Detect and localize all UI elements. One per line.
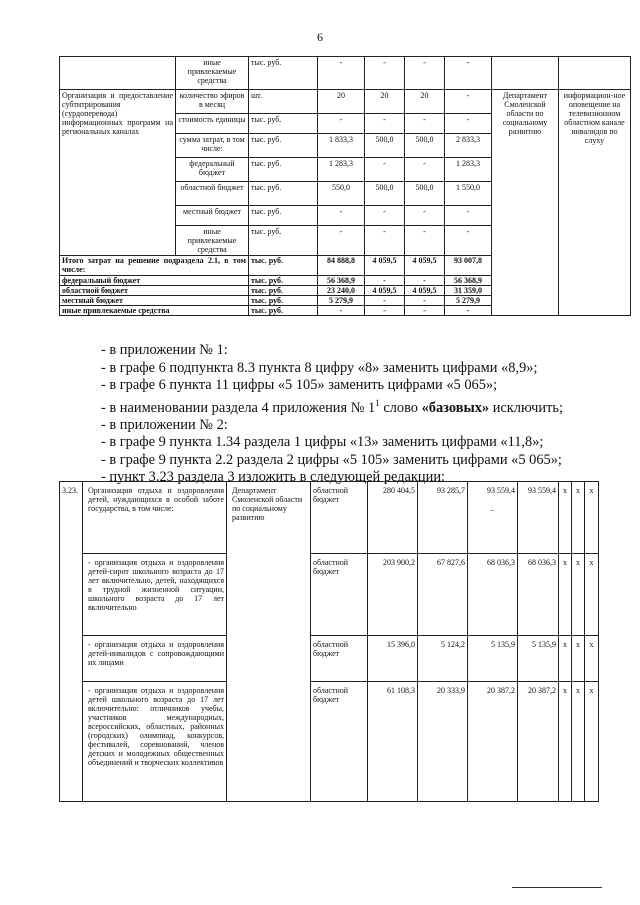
- value-cell: 20: [318, 90, 365, 114]
- value-cell: -: [405, 306, 445, 316]
- value-cell: 84 888,8: [318, 256, 365, 276]
- value-cell: -: [405, 276, 445, 286]
- note-line: - в наименовании раздела 4 приложения № $1^1$ слово «базовых» исключить;: [101, 397, 563, 416]
- value-cell: 23 240,0: [318, 286, 365, 296]
- note-line: - в графе 6 пункта 11 цифры «5 105» заменить цифрами «5 065»;: [101, 377, 498, 393]
- row-name: федеральный бюджет: [176, 158, 249, 182]
- value-cell: 500,0: [405, 134, 445, 158]
- x-mark: x: [559, 636, 572, 682]
- value-cell: -: [318, 226, 365, 256]
- row-name: количество эфиров в месяц: [176, 90, 249, 114]
- value-cell: 550,0: [318, 182, 365, 206]
- empty-cell: [60, 57, 176, 90]
- item-number: 3.23.: [60, 482, 83, 802]
- value-cell: 4 059,5: [405, 256, 445, 276]
- value-cell: -: [318, 114, 365, 134]
- value-cell: 1 283,3: [445, 158, 492, 182]
- value-cell: 61 108,3: [368, 682, 418, 802]
- value-cell: -: [445, 226, 492, 256]
- dash-mark: –: [490, 505, 495, 514]
- totals-name: федеральный бюджет: [60, 276, 249, 286]
- value-cell: 4 059,5: [405, 286, 445, 296]
- totals-name: Итого затрат на решение подраздела 2.1, в том числе:: [60, 256, 249, 276]
- result-cell: информацион-ное оповещение на телевизионном областном канале инвалидов по слуху: [559, 90, 631, 316]
- row-name: иные привлекаемые средства: [176, 57, 249, 90]
- row-name: Организация отдыха и оздоровления детей, нуждающихся в особой заботе государства, в том числе:: [83, 482, 227, 554]
- value-cell: -: [405, 226, 445, 256]
- value-cell: -: [445, 57, 492, 90]
- value-cell: 5 135,9: [518, 636, 559, 682]
- value-cell: 4 059,5: [365, 256, 405, 276]
- funding-source: областной бюджет: [311, 636, 368, 682]
- totals-name: областной бюджет: [60, 286, 249, 296]
- x-mark: x: [572, 554, 585, 636]
- value-cell: -: [445, 114, 492, 134]
- note-line: - в графе 9 пункта 1.34 раздела 1 цифры «13» заменить цифрами «11,8»;: [101, 434, 544, 451]
- x-mark: x: [585, 554, 599, 636]
- value-cell: 20: [365, 90, 405, 114]
- value-cell: 93 285,7: [418, 482, 468, 554]
- executor-cell: Департамент Смоленской области по социальному развитию: [227, 482, 311, 802]
- value-cell: -: [365, 57, 405, 90]
- value-cell: 4 059,5: [365, 286, 405, 296]
- x-mark: x: [572, 636, 585, 682]
- table-row: [60, 57, 631, 90]
- value-cell: 15 396,0: [368, 636, 418, 682]
- row-unit: тыс. руб.: [249, 206, 318, 226]
- x-mark: x: [559, 554, 572, 636]
- row-name: местный бюджет: [176, 206, 249, 226]
- value-cell: 280 404,5: [368, 482, 418, 554]
- value-cell: 56 368,9: [445, 276, 492, 286]
- row-name: - организация отдыха и оздоровления детей школьного возраста до 17 лет включительно: отличников учебы, участников международных, всероссийских, областных, районных (городских) олимпиад, конкурсов, фестивалей, соревнований, членов детских и молодежных общественных объединений и творческих коллективов: [83, 682, 227, 802]
- row-unit: тыс. руб.: [249, 286, 318, 296]
- row-name: стоимость единицы: [176, 114, 249, 134]
- row-unit: тыс. руб.: [249, 57, 318, 90]
- budget-table-bottom: [59, 481, 599, 802]
- row-unit: тыс. руб.: [249, 134, 318, 158]
- note-line: - в приложении № 1:: [101, 342, 228, 358]
- row-unit: шт.: [249, 90, 318, 114]
- value-cell: 5 279,9: [445, 296, 492, 306]
- value-cell: 20 333,9: [418, 682, 468, 802]
- row-name: - организация отдыха и оздоровления детей-инвалидов с сопровождающими их лицами: [83, 636, 227, 682]
- row-unit: тыс. руб.: [249, 276, 318, 286]
- note-line: - пункт 3.23 раздела 3 изложить в следующей редакции:: [101, 469, 446, 486]
- value-cell: -: [445, 90, 492, 114]
- value-cell: 67 827,6: [418, 554, 468, 636]
- measure-title: Организация и предоставление субтитрирования (сурдоперевода) информационных программ на региональных каналах: [60, 90, 176, 256]
- row-name: иные привлекаемые средства: [176, 226, 249, 256]
- row-unit: тыс. руб.: [249, 306, 318, 316]
- value-cell: -: [405, 296, 445, 306]
- amendment-notes: [101, 342, 601, 487]
- value-cell: -: [405, 57, 445, 90]
- value-cell: 93 559,4 –: [468, 482, 518, 554]
- value-cell: 500,0: [405, 182, 445, 206]
- value-cell: 20: [405, 90, 445, 114]
- value-cell: -: [365, 276, 405, 286]
- row-unit: тыс. руб.: [249, 114, 318, 134]
- row-unit: тыс. руб.: [249, 296, 318, 306]
- row-name: сумма затрат, в том числе:: [176, 134, 249, 158]
- value-cell: -: [365, 206, 405, 226]
- value-cell: -: [365, 306, 405, 316]
- totals-name: иные привлекаемые средства: [60, 306, 249, 316]
- row-name: областной бюджет: [176, 182, 249, 206]
- value-cell: 1 833,3: [318, 134, 365, 158]
- totals-name: местный бюджет: [60, 296, 249, 306]
- x-mark: x: [585, 636, 599, 682]
- value-cell: -: [318, 306, 365, 316]
- value-cell: 20 387,2: [468, 682, 518, 802]
- x-mark: x: [572, 682, 585, 802]
- value-cell: 5 124,2: [418, 636, 468, 682]
- funding-source: областной бюджет: [311, 482, 368, 554]
- row-unit: тыс. руб.: [249, 182, 318, 206]
- value-cell: -: [405, 114, 445, 134]
- row-name: - организация отдыха и оздоровления детей-сирот школьного возраста до 17 лет включительно, детей, находящихся в трудной жизненной ситуации, школьного возраста до 17 лет включительно: [83, 554, 227, 636]
- value-cell: 93 007,8: [445, 256, 492, 276]
- value-cell: -: [405, 206, 445, 226]
- table-row: [60, 554, 599, 636]
- x-mark: x: [585, 482, 599, 554]
- value-cell: 1 550,0: [445, 182, 492, 206]
- table-row: [60, 482, 599, 554]
- value-cell: 68 036,3: [468, 554, 518, 636]
- value-cell: -: [365, 226, 405, 256]
- table-row: [60, 682, 599, 802]
- value-cell: -: [405, 158, 445, 182]
- note-line: - в приложении № 2:: [101, 416, 228, 433]
- funding-source: областной бюджет: [311, 682, 368, 802]
- empty-cell: [492, 57, 559, 90]
- row-unit: тыс. руб.: [249, 226, 318, 256]
- value-cell: -: [318, 57, 365, 90]
- row-unit: тыс. руб.: [249, 158, 318, 182]
- note-line: - в графе 9 пункта 2.2 раздела 2 цифры «5 105» заменить цифрами «5 065»;: [101, 451, 562, 468]
- value-cell: 20 387,2: [518, 682, 559, 802]
- note-line: - в графе 6 подпункта 8.3 пункта 8 цифру «8» заменить цифрами «8,9»;: [101, 359, 538, 376]
- value-cell: -: [445, 206, 492, 226]
- page-number: 6: [317, 30, 323, 44]
- budget-table-top: [59, 56, 631, 316]
- value-cell: 93 559,4: [518, 482, 559, 554]
- executor-cell: Департамент Смоленской области по социальному развитию: [492, 90, 559, 316]
- table-row: [60, 636, 599, 682]
- value-cell: 5 135,9: [468, 636, 518, 682]
- footer-rule: [512, 887, 602, 888]
- value-cell: 68 036,3: [518, 554, 559, 636]
- empty-cell: [559, 57, 631, 90]
- value-cell: 1 283,3: [318, 158, 365, 182]
- value-cell: 56 368,9: [318, 276, 365, 286]
- value-cell: -: [365, 114, 405, 134]
- value-cell: -: [445, 306, 492, 316]
- value-cell: 203 900,2: [368, 554, 418, 636]
- table-row: [60, 90, 631, 114]
- value-cell: 2 833,3: [445, 134, 492, 158]
- value-cell: 500,0: [365, 134, 405, 158]
- value-cell: 31 359,0: [445, 286, 492, 296]
- value-cell: -: [365, 296, 405, 306]
- value-cell: -: [318, 206, 365, 226]
- x-mark: x: [559, 682, 572, 802]
- value-cell: 5 279,9: [318, 296, 365, 306]
- row-unit: тыс. руб.: [249, 256, 318, 276]
- value-cell: 500,0: [365, 182, 405, 206]
- x-mark: x: [572, 482, 585, 554]
- x-mark: x: [559, 482, 572, 554]
- value-cell: -: [365, 158, 405, 182]
- x-mark: x: [585, 682, 599, 802]
- funding-source: областной бюджет: [311, 554, 368, 636]
